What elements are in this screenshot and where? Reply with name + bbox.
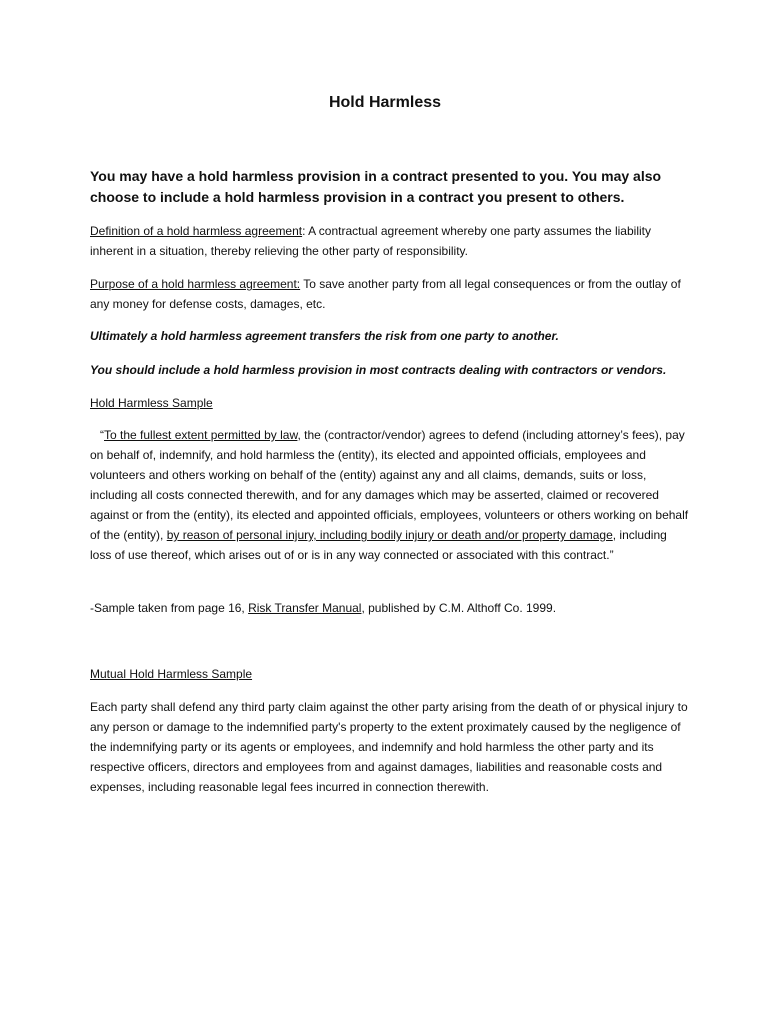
sample-open-quote: “ bbox=[90, 428, 105, 442]
source-after: , published by C.M. Althoff Co. 1999. bbox=[361, 601, 557, 615]
page-title: Hold Harmless bbox=[328, 94, 442, 111]
sample-end-text: , including loss of use thereof, which arises out of or is in any way connected or associated with this contract.” bbox=[90, 528, 671, 562]
intro-paragraph: You may have a hold harmless provision in a contract presented to you. You may also choose to include a hold harmless provision in a contract you present to others. bbox=[90, 168, 662, 205]
definition-paragraph bbox=[90, 221, 690, 261]
definition-text: : A contractual agreement whereby one party assumes the liability inherent in a situation, thereby relieving the other party of responsibility. bbox=[90, 224, 651, 258]
mutual-heading: Mutual Hold Harmless Sample bbox=[90, 667, 253, 681]
sample-underlined-phrase-2: by reason of personal injury, including bodily injury or death and/or property damage bbox=[166, 528, 613, 542]
purpose-paragraph bbox=[90, 274, 690, 314]
emphasis-paragraph-2: You should include a hold harmless provision in most contracts dealing with contractors or vendors. bbox=[90, 363, 667, 377]
source-paragraph bbox=[90, 598, 690, 618]
emphasis-paragraph-1: Ultimately a hold harmless agreement transfers the risk from one party to another. bbox=[90, 329, 559, 343]
sample-body-text: , the (contractor/vendor) agrees to defend (including attorney’s fees), pay on behalf of, indemnify, and hold harmless the (entity), its elected and appointed officials, employees and volunteers and others working on behalf of the (entity) against any and all claims, demands, suits or loss, including all costs connected therewith, and for any damages which may be asserted, claimed or recovered against or from the (entity), its elected and appointed officials, employees, volunteers or others working on behalf of the (entity), bbox=[90, 428, 692, 542]
source-before: -Sample taken from page 16, bbox=[90, 601, 249, 615]
purpose-text: To save another party from all legal consequences or from the outlay of any money for defense costs, damages, etc. bbox=[90, 277, 681, 311]
purpose-term: Purpose of a hold harmless agreement: bbox=[90, 277, 301, 291]
mutual-paragraph: Each party shall defend any third party claim against the other party arising from the death of or physical injury to any person or damage to the indemnified party's property to the extent proximately caused by the negligence of the indemnifying party or its agents or employees, and indemnify and hold harmless the other party and its respective officers, directors and employees from and against damages, liabilities and reasonable costs and expenses, including reasonable legal fees incurred in connection therewith. bbox=[90, 700, 688, 794]
sample-heading: Hold Harmless Sample bbox=[90, 396, 213, 410]
source-book-title: Risk Transfer Manual bbox=[248, 601, 362, 615]
definition-term: Definition of a hold harmless agreement bbox=[90, 224, 303, 238]
sample-underlined-phrase-1: To the fullest extent permitted by law bbox=[104, 428, 298, 442]
sample-paragraph bbox=[90, 425, 690, 565]
